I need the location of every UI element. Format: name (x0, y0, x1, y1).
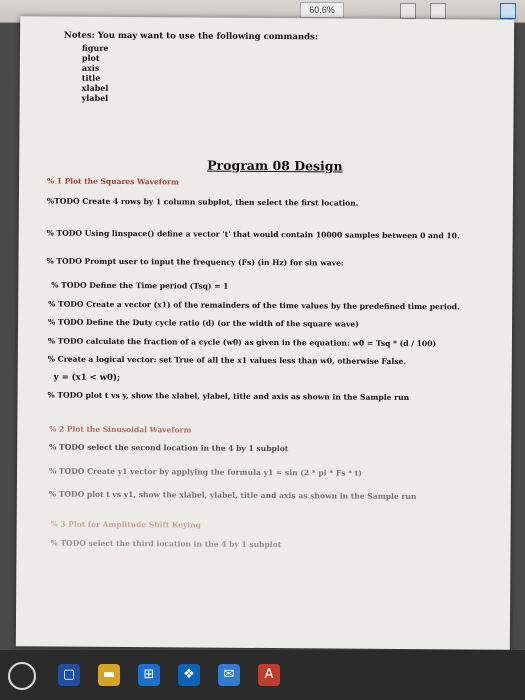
instruction-line: % TODO Create a vector (x1) of the remainders of the time values by the predefined time period. (48, 299, 460, 312)
section-heading: % 1 Plot the Squares Waveform (47, 176, 179, 187)
instruction-line: % TODO Define the Duty cycle ratio (d) (or the width of the square wave) (48, 317, 359, 329)
instruction-line: %TODO Create 4 rows by 1 column subplot, then select the first location. (46, 196, 359, 208)
instruction-line: % TODO Define the Time period (Tsq) = 1 (51, 280, 229, 291)
section-heading: % 3 Plot for Amplitude Shift Keying (50, 519, 201, 530)
command-item: figure (81, 42, 109, 53)
command-item: xlabel (81, 82, 109, 93)
cortana-icon[interactable]: ▢ (58, 664, 80, 686)
document-page (16, 16, 514, 649)
page-icon[interactable] (400, 3, 416, 19)
notes-heading: Notes: You may want to use the following commands: (64, 30, 319, 43)
section-heading: % 2 Plot the Sinusoidal Waveform (49, 424, 192, 435)
acrobat-icon[interactable]: A (258, 664, 280, 686)
instruction-line: % TODO select the second location in the 4 by 1 subplot (49, 442, 289, 454)
instruction-line: % TODO plot t vs y1, show the xlabel, ylabel, title and axis as shown in the Sample run (48, 489, 417, 502)
mail-icon[interactable]: ✉ (218, 664, 240, 686)
instruction-line: % TODO Prompt user to input the frequency (Fs) (in Hz) for sin wave: (46, 256, 344, 268)
instruction-line: % TODO Create y1 vector by applying the formula y1 = sin (2 * pi * Fs * t) (48, 466, 362, 478)
share-icon[interactable] (430, 3, 446, 19)
dropbox-icon[interactable]: ❖ (178, 664, 200, 686)
command-item: plot (81, 52, 100, 63)
instruction-line: % TODO calculate the fraction of a cycle (w0) as given in the equation: w0 = Tsq * (d / 100) (47, 336, 437, 349)
store-icon[interactable]: ⊞ (138, 664, 160, 686)
zoom-level[interactable]: 60.6% (300, 2, 344, 18)
start-button[interactable] (8, 662, 36, 690)
instruction-line: % TODO select the third location in the 4 by 1 subplot (50, 538, 282, 550)
instruction-line: % TODO plot t vs y, show the xlabel, ylabel, title and axis as shown in the Sample run (47, 390, 410, 403)
page-title: Program 08 Design (207, 157, 343, 174)
code-line: y = (x1 < w0); (53, 372, 121, 383)
taskbar (0, 650, 525, 700)
instruction-line: % Create a logical vector: set True of all the x1 values less than w0, otherwise False. (47, 354, 407, 366)
command-item: axis (81, 62, 100, 73)
add-icon[interactable] (500, 3, 516, 19)
instruction-line: % TODO Using linspace() define a vector 't' that would contain 10000 samples between 0 and 10. (46, 228, 460, 241)
explorer-icon[interactable]: ▬ (98, 664, 120, 686)
command-item: ylabel (81, 92, 109, 103)
command-item: title (81, 72, 101, 83)
